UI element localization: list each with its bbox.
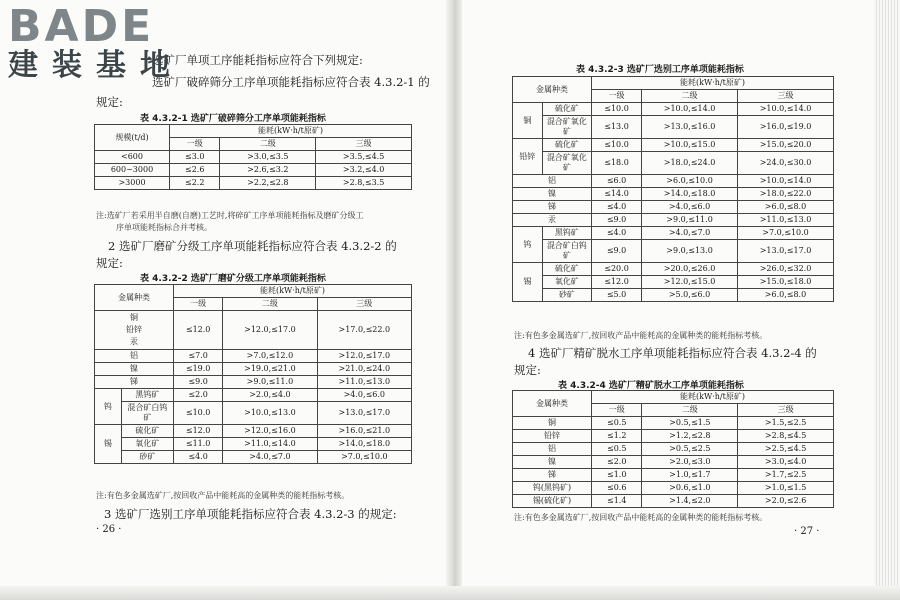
t2-header-metal: 金属种类 [95, 285, 174, 311]
t3-metal-tin: 锡 [513, 263, 543, 302]
t4-cell: >2.5,≤4.5 [738, 443, 834, 456]
t3-cell: ≤14.0 [592, 188, 642, 201]
t4-cell: ≤2.0 [592, 456, 642, 469]
t2-cell: >11.0,≤13.0 [317, 376, 411, 389]
t4-row-label: 铅锌 [513, 430, 592, 443]
t4-row [513, 430, 834, 443]
t3-metal-leadzinc: 铅锌 [513, 139, 543, 175]
table3-caption: 表 4.3.2-3 选矿厂选别工序单项能耗指标 [576, 65, 744, 75]
t3-row-label: 硫化矿 [542, 103, 591, 116]
t3-cell: >6.0,≤8.0 [738, 201, 834, 214]
t1-row [95, 151, 412, 164]
t3-row [513, 276, 834, 289]
t2-metal-copper: 铜 [130, 313, 138, 322]
t1-header-energy: 能耗(kW·h/t原矿) [170, 125, 412, 138]
t1-level-2: 二级 [220, 138, 316, 151]
t2-row [95, 402, 412, 425]
t4-cell: >1.2,≤2.8 [642, 430, 738, 443]
t2-metal-tungsten: 钨 [95, 389, 122, 425]
t2-cell: ≤7.0 [174, 350, 223, 363]
t3-cell: ≤9.0 [592, 240, 642, 263]
t1-level-1: 一级 [170, 138, 220, 151]
t3-cell: ≤18.0 [592, 152, 642, 175]
t2-cell: >9.0,≤11.0 [223, 376, 317, 389]
item2-line-1: 2 选矿厂磨矿分级工序单项能耗指标应符合表 4.3.2-2 的 [108, 239, 397, 253]
t1-header-scale: 规模(t/d) [95, 125, 170, 151]
t4-row-label: 铜 [513, 417, 592, 430]
t3-cell: >18.0,≤22.0 [738, 188, 834, 201]
t2-row [95, 376, 412, 389]
t2-row [95, 425, 412, 438]
t4-cell: >1.5,≤2.5 [738, 417, 834, 430]
t2-cell: >4.0,≤7.0 [223, 451, 317, 464]
t1-cell: ≤2.2 [170, 177, 220, 190]
t2-cell: ≤2.0 [174, 389, 223, 402]
t1-cell: >3.0,≤3.5 [220, 151, 316, 164]
t2-cell: >2.0,≤4.0 [223, 389, 317, 402]
t3-cell: ≤9.0 [592, 214, 642, 227]
t3-cell: ≤4.0 [592, 227, 642, 240]
t4-cell: >0.6,≤1.0 [642, 482, 738, 495]
t2-row-label: 镍 [95, 363, 174, 376]
t2-row [95, 438, 412, 451]
item2-line-2: 规定: [96, 256, 123, 270]
t3-cell: ≤13.0 [592, 116, 642, 139]
t2-row-label: 砂矿 [121, 451, 173, 464]
t1-cell: ≤2.6 [170, 164, 220, 177]
t2-row [95, 451, 412, 464]
item4-line-1: 4 选矿厂精矿脱水工序单项能耗指标应符合表 4.3.2-4 的 [528, 346, 817, 360]
t4-cell: >2.0,≤2.6 [738, 495, 834, 508]
t3-cell: >24.0,≤30.0 [738, 152, 834, 175]
t4-row-label: 锑 [513, 469, 592, 482]
t3-cell: >18.0,≤24.0 [642, 152, 738, 175]
t4-cell: >1.0,≤1.7 [642, 469, 738, 482]
t3-cell: >13.0,≤17.0 [738, 240, 834, 263]
t3-cell: >9.0,≤11.0 [642, 214, 738, 227]
t2-metal-leadzinc: 铅锌 [126, 325, 142, 334]
t2-row [95, 311, 412, 350]
table3-note: 注:有色多金属选矿厂,按回收产品中能耗高的金属种类的能耗指标考核。 [514, 331, 768, 340]
t4-row [513, 482, 834, 495]
t3-cell: ≤20.0 [592, 263, 642, 276]
table-4-3-2-3 [512, 76, 834, 302]
t1-cell: >3.5,≤4.5 [316, 151, 412, 164]
t2-cell: >13.0,≤17.0 [317, 402, 411, 425]
t3-cell: >26.0,≤32.0 [738, 263, 834, 276]
table4-note: 注:有色多金属选矿厂,按回收产品中能耗高的金属种类的能耗指标考核。 [514, 513, 768, 522]
t3-row [513, 188, 834, 201]
t2-row-label: 锑 [95, 376, 174, 389]
t4-cell: ≤0.6 [592, 482, 642, 495]
t1-row-label: <600 [95, 151, 170, 164]
t4-cell: >0.5,≤2.5 [642, 443, 738, 456]
t3-cell: >10.0,≤14.0 [738, 175, 834, 188]
t3-header-metal: 金属种类 [513, 77, 592, 103]
t3-row-label: 锑 [513, 201, 592, 214]
t2-cell: >7.0,≤10.0 [317, 451, 411, 464]
t3-row-label: 黑钨矿 [542, 227, 591, 240]
t3-cell: >12.0,≤15.0 [642, 276, 738, 289]
t4-row-label: 镍 [513, 456, 592, 469]
t1-row-label: >3000 [95, 177, 170, 190]
t4-level-3: 三级 [738, 404, 834, 417]
table2-note: 注:有色多金属选矿厂,按回收产品中能耗高的金属种类的能耗指标考核。 [96, 491, 350, 500]
t3-cell: >13.0,≤16.0 [642, 116, 738, 139]
t1-cell: >2.8,≤3.5 [316, 177, 412, 190]
t3-cell: >20.0,≤26.0 [642, 263, 738, 276]
t3-cell: ≤10.0 [592, 103, 642, 116]
t2-cell: ≤12.0 [174, 425, 223, 438]
t3-row [513, 152, 834, 175]
t1-level-3: 三级 [316, 138, 412, 151]
t4-level-1: 一级 [592, 404, 642, 417]
t3-cell: >10.0,≤14.0 [642, 103, 738, 116]
t2-cell: ≤10.0 [174, 402, 223, 425]
t4-cell: >1.0,≤1.5 [738, 482, 834, 495]
t3-cell: ≤4.0 [592, 201, 642, 214]
t1-row-label: 600~3000 [95, 164, 170, 177]
t3-cell: >5.0,≤6.0 [642, 289, 738, 302]
t1-cell: >3.2,≤4.0 [316, 164, 412, 177]
t4-cell: >3.0,≤4.0 [738, 456, 834, 469]
t4-cell: >2.0,≤3.0 [642, 456, 738, 469]
t3-row-label: 铝 [513, 175, 592, 188]
t2-cell: >12.0,≤16.0 [223, 425, 317, 438]
t2-row-label: 黑钨矿 [121, 389, 173, 402]
t2-cell: ≤11.0 [174, 438, 223, 451]
t2-row [95, 389, 412, 402]
table1-caption: 表 4.3.2-1 选矿厂破碎筛分工序单项能耗指标 [140, 114, 326, 124]
t1-row [95, 177, 412, 190]
t3-row-label: 砂矿 [542, 289, 591, 302]
t2-cell: ≤19.0 [174, 363, 223, 376]
t3-row [513, 139, 834, 152]
t4-level-2: 二级 [642, 404, 738, 417]
t3-cell: >11.0,≤13.0 [738, 214, 834, 227]
t4-row [513, 456, 834, 469]
t3-row [513, 263, 834, 276]
t2-cell: >10.0,≤13.0 [223, 402, 317, 425]
t2-row [95, 363, 412, 376]
partial-line-3: 规定: [96, 95, 123, 109]
logo-wordmark: BADE [8, 1, 155, 52]
t2-cell: >7.0,≤12.0 [223, 350, 317, 363]
t3-level-3: 三级 [738, 90, 834, 103]
t3-row-label: 混合矿白钨矿 [542, 240, 591, 263]
t3-cell: ≤6.0 [592, 175, 642, 188]
t4-header-energy: 能耗(kW·h/t原矿) [592, 391, 834, 404]
partial-line-2: 选矿厂破碎筛分工序单项能耗指标应符合表 4.3.2-1 的 [152, 75, 430, 89]
t2-level-3: 三级 [317, 298, 411, 311]
t4-cell: ≤1.0 [592, 469, 642, 482]
t3-row [513, 116, 834, 139]
t3-cell: >10.0,≤14.0 [738, 103, 834, 116]
t4-cell: >1.4,≤2.0 [642, 495, 738, 508]
t3-row-label: 硫化矿 [542, 263, 591, 276]
t4-row [513, 417, 834, 430]
t4-row [513, 469, 834, 482]
t3-level-2: 二级 [642, 90, 738, 103]
t4-cell: >1.7,≤2.5 [738, 469, 834, 482]
logo-subtitle: 建装基地 [8, 48, 184, 83]
t2-header-energy: 能耗(kW·h/t原矿) [174, 285, 412, 298]
t4-header-metal: 金属种类 [513, 391, 592, 417]
table-4-3-2-2 [94, 284, 412, 464]
t3-cell: >15.0,≤18.0 [738, 276, 834, 289]
t2-level-2: 二级 [223, 298, 317, 311]
t3-cell: >7.0,≤10.0 [738, 227, 834, 240]
t3-cell: >15.0,≤20.0 [738, 139, 834, 152]
table1-note-line-1: 注:选矿厂若采用半自磨(自磨)工艺时,将碎矿工序单项能耗指标及磨矿分级工 [96, 211, 364, 220]
t2-cell: >17.0,≤22.0 [317, 311, 411, 350]
t2-cell: >12.0,≤17.0 [223, 311, 317, 350]
t2-metal-tin: 锡 [95, 425, 122, 464]
t2-level-1: 一级 [174, 298, 223, 311]
t1-cell: >2.6,≤3.2 [220, 164, 316, 177]
table-4-3-2-1 [94, 124, 412, 190]
t2-cell: >19.0,≤21.0 [223, 363, 317, 376]
t3-row [513, 175, 834, 188]
t1-row [95, 164, 412, 177]
t3-row-label: 混合矿氧化矿 [542, 152, 591, 175]
t2-cell: ≤4.0 [174, 451, 223, 464]
page-number-27: · 27 · [794, 526, 820, 537]
t1-cell: ≤3.0 [170, 151, 220, 164]
t3-row-label: 硫化矿 [542, 139, 591, 152]
t4-cell: ≤0.5 [592, 417, 642, 430]
t4-cell: ≤0.5 [592, 443, 642, 456]
t3-row [513, 103, 834, 116]
t2-cell: >14.0,≤18.0 [317, 438, 411, 451]
t4-row-label: 铝 [513, 443, 592, 456]
partial-line-1: 选矿厂单项工序能耗指标应符合下列规定: [152, 53, 363, 67]
t3-cell: ≤12.0 [592, 276, 642, 289]
t2-cell: ≤12.0 [174, 311, 223, 350]
t3-cell: >6.0,≤10.0 [642, 175, 738, 188]
t3-row-label: 汞 [513, 214, 592, 227]
t2-row [95, 350, 412, 363]
t4-row [513, 495, 834, 508]
t3-cell: >4.0,≤6.0 [642, 201, 738, 214]
t2-cell: ≤9.0 [174, 376, 223, 389]
t3-cell: >16.0,≤19.0 [738, 116, 834, 139]
t2-cell: >12.0,≤17.0 [317, 350, 411, 363]
t4-row-label: 锡(硫化矿) [513, 495, 592, 508]
t3-row [513, 201, 834, 214]
t3-row-label: 氧化矿 [542, 276, 591, 289]
right-page [458, 0, 900, 600]
t3-cell: >6.0,≤8.0 [738, 289, 834, 302]
item3-line: 3 选矿厂选别工序单项能耗指标应符合表 4.3.2-3 的规定: [104, 507, 397, 521]
t4-row-label: 钨(黑钨矿) [513, 482, 592, 495]
t3-cell: ≤10.0 [592, 139, 642, 152]
t2-row-label: 混合矿白钨矿 [121, 402, 173, 425]
table4-caption: 表 4.3.2-4 选矿厂精矿脱水工序单项能耗指标 [558, 381, 744, 391]
t2-cell: >16.0,≤21.0 [317, 425, 411, 438]
t1-cell: >2.2,≤2.8 [220, 177, 316, 190]
t3-cell: >9.0,≤13.0 [642, 240, 738, 263]
t3-row [513, 289, 834, 302]
table1-note-line-2: 序单项能耗指标合并考核。 [116, 223, 212, 232]
t3-metal-copper: 铜 [513, 103, 543, 139]
t4-cell: ≤1.4 [592, 495, 642, 508]
t3-row-label: 混合矿氧化矿 [542, 116, 591, 139]
t3-cell: ≤5.0 [592, 289, 642, 302]
table-4-3-2-4 [512, 390, 834, 508]
t3-cell: >4.0,≤7.0 [642, 227, 738, 240]
bade-logo [8, 1, 184, 83]
t2-row-label: 铝 [95, 350, 174, 363]
t4-cell: ≤1.2 [592, 430, 642, 443]
t2-row-label: 硫化矿 [121, 425, 173, 438]
t4-row [513, 443, 834, 456]
t3-header-energy: 能耗(kW·h/t原矿) [592, 77, 834, 90]
t4-cell: >0.5,≤1.5 [642, 417, 738, 430]
item4-line-2: 规定: [514, 363, 541, 377]
t3-row [513, 227, 834, 240]
t4-cell: >2.8,≤4.5 [738, 430, 834, 443]
table2-caption: 表 4.3.2-2 选矿厂磨矿分级工序单项能耗指标 [140, 274, 326, 284]
t2-metal-mercury: 汞 [130, 337, 138, 346]
t2-cell: >4.0,≤6.0 [317, 389, 411, 402]
t2-cell: >21.0,≤24.0 [317, 363, 411, 376]
t3-row [513, 214, 834, 227]
t3-row-label: 镍 [513, 188, 592, 201]
t3-cell: >14.0,≤18.0 [642, 188, 738, 201]
t2-cell: >11.0,≤14.0 [223, 438, 317, 451]
page-number-26: · 26 · [96, 524, 122, 535]
t3-cell: >10.0,≤15.0 [642, 139, 738, 152]
t3-metal-tungsten: 钨 [513, 227, 543, 263]
t3-level-1: 一级 [592, 90, 642, 103]
t3-row [513, 240, 834, 263]
t2-row-label: 氧化矿 [121, 438, 173, 451]
